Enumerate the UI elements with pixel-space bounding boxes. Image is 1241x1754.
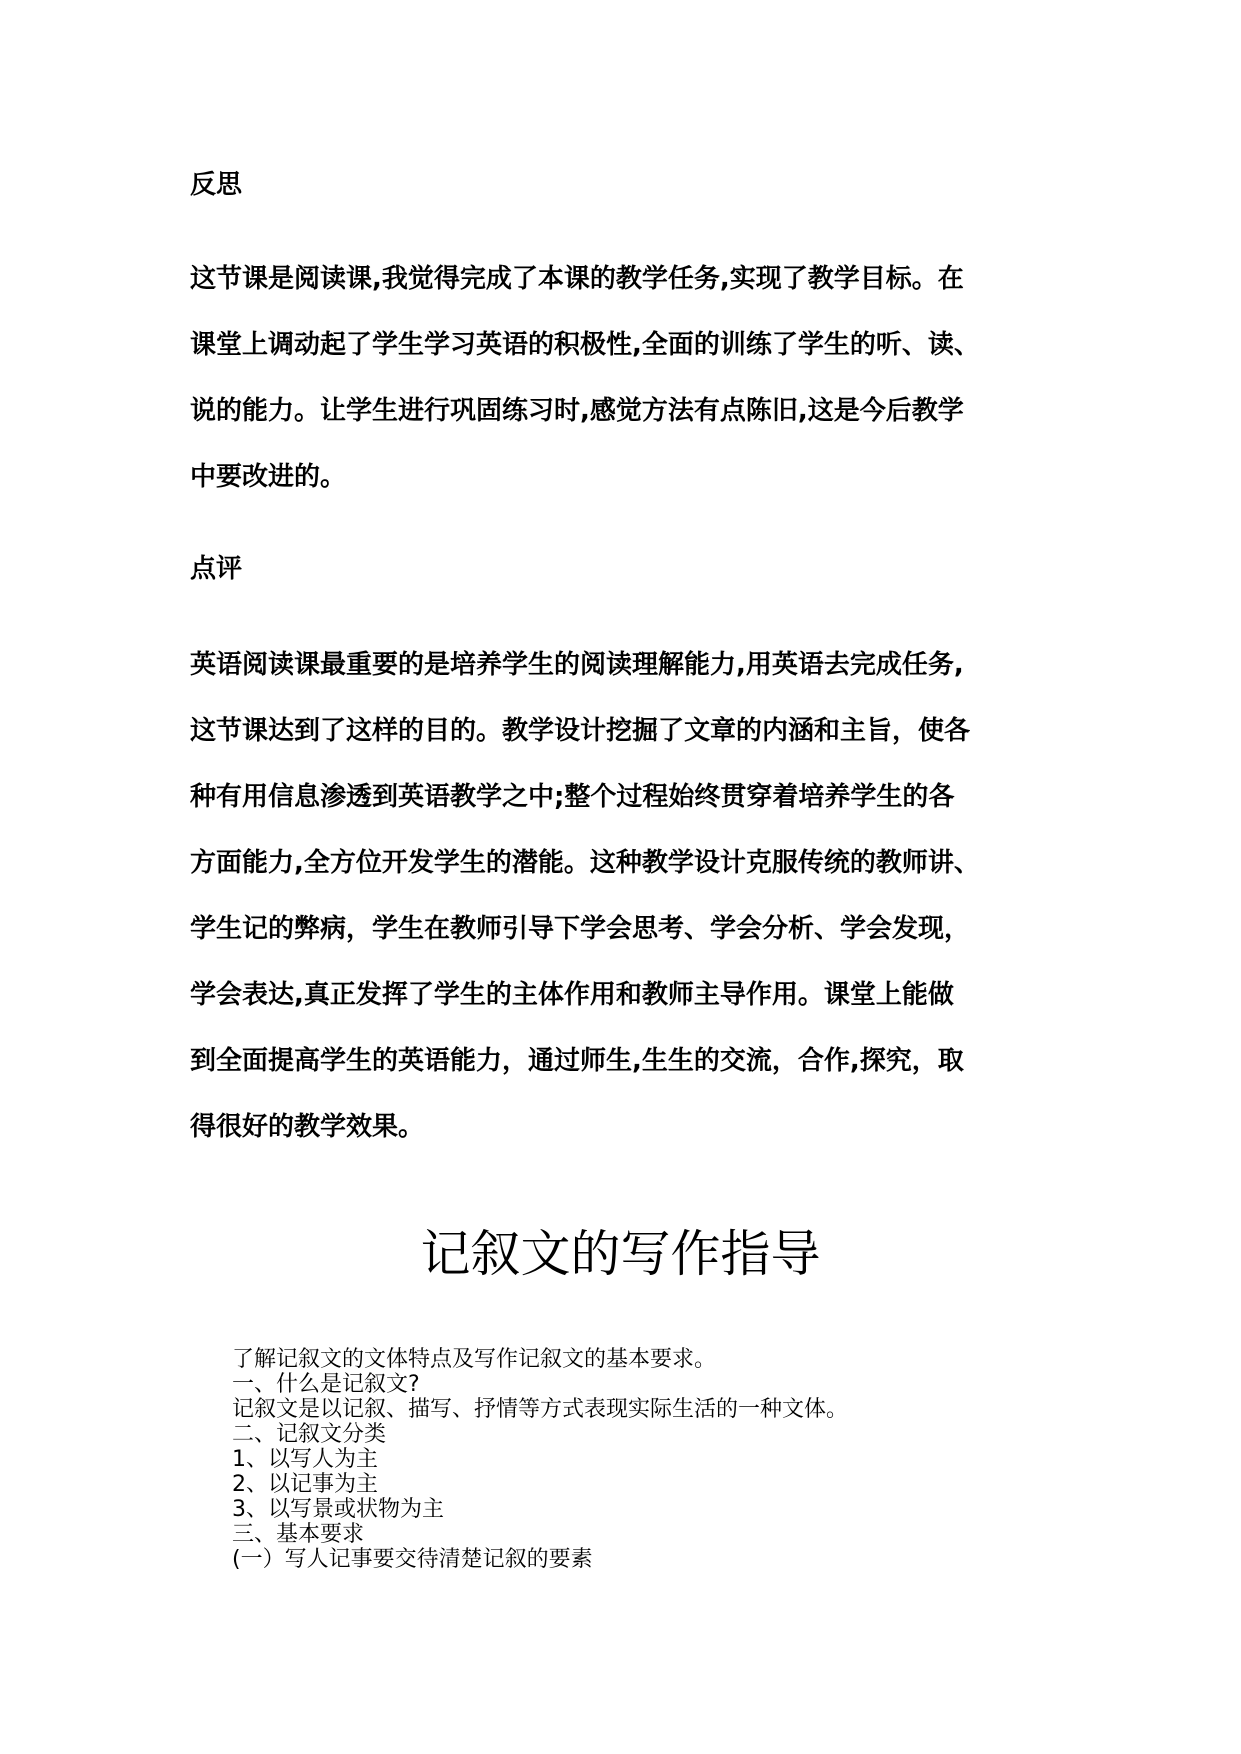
outline-line: 二、记叙文分类: [232, 1422, 387, 1447]
outline-line: 记叙文是以记叙、描写、抒情等方式表现实际生活的一种文体。: [232, 1397, 849, 1422]
review-line: 到全面提高学生的英语能力，通过师生,生生的交流，合作,探究，取: [190, 1046, 964, 1076]
reflection-line: 中要改进的。: [190, 462, 347, 492]
review-line: 种有用信息渗透到英语教学之中;整个过程始终贯穿着培养学生的各: [190, 782, 955, 812]
review-line: 学会表达,真正发挥了学生的主体作用和教师主导作用。课堂上能做: [190, 980, 954, 1010]
outline-line: 三、基本要求: [232, 1522, 365, 1547]
review-line: 英语阅读课最重要的是培养学生的阅读理解能力,用英语去完成任务,: [190, 650, 964, 680]
review-line: 学生记的弊病，学生在教师引导下学会思考、学会分析、学会发现，: [190, 914, 971, 944]
review-heading: 点评: [190, 554, 243, 584]
review-line: 这节课达到了这样的目的。教学设计挖掘了文章的内涵和主旨，使各: [190, 716, 971, 746]
reflection-line: 课堂上调动起了学生学习英语的积极性,全面的训练了学生的听、读、: [190, 330, 980, 360]
review-paragraph: [190, 648, 1070, 1176]
outline-line: 1、以写人为主: [232, 1447, 378, 1472]
guide-title: 记叙文的写作指导: [420, 1225, 821, 1283]
review-line: 得很好的教学效果。: [190, 1112, 425, 1142]
reflection-line: 说的能力。让学生进行巩固练习时,感觉方法有点陈旧,这是今后教学: [190, 396, 964, 426]
reflection-line: 这节课是阅读课,我觉得完成了本课的教学任务,实现了教学目标。在: [190, 264, 964, 294]
outline-line: 2、以记事为主: [232, 1472, 378, 1497]
guide-outline: [232, 1347, 1132, 1572]
outline-line: (一）写人记事要交待清楚记叙的要素: [232, 1547, 593, 1572]
outline-line: 3、以写景或状物为主: [232, 1497, 444, 1522]
review-line: 方面能力,全方位开发学生的潜能。这种教学设计克服传统的教师讲、: [190, 848, 980, 878]
outline-line: 了解记叙文的文体特点及写作记叙文的基本要求。: [232, 1347, 717, 1372]
reflection-paragraph: [190, 262, 1070, 526]
reflection-heading: 反思: [190, 170, 243, 200]
outline-line: 一、什么是记叙文?: [232, 1372, 420, 1397]
